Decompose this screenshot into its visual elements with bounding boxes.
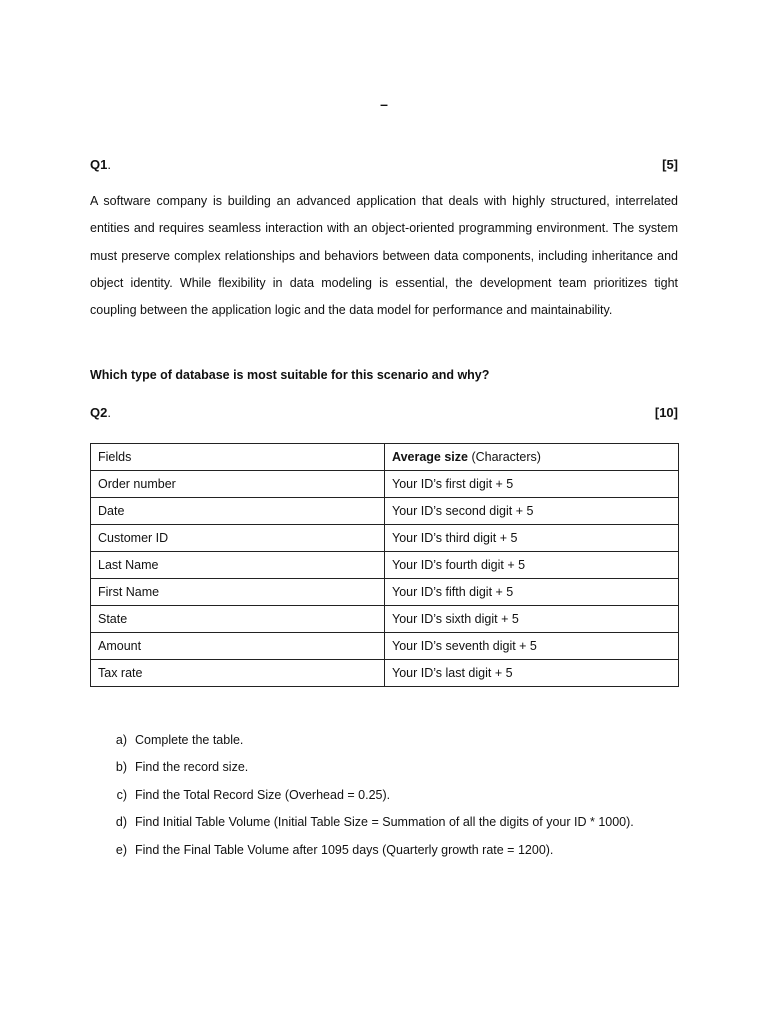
table-row xyxy=(91,525,679,552)
header-fields: Fields xyxy=(91,444,385,471)
q1-number xyxy=(90,157,111,172)
field-cell: First Name xyxy=(91,579,385,606)
table-row xyxy=(91,633,679,660)
table-row xyxy=(91,660,679,687)
q1-punct: . xyxy=(107,157,111,172)
q1-header xyxy=(90,157,678,172)
q1-paragraph: A software company is building an advanced application that deals with highly structured, interrelated entities and requires seamless interaction with an object-oriented programming environment. The system must preserve complex relationships and behaviors between data components, including inheritance and object identity. While flexibility in data modeling is essential, the development team prioritizes tight coupling between the application logic and the data model for performance and maintainability. xyxy=(90,194,678,318)
list-item-text: Find the Total Record Size (Overhead = 0.25). xyxy=(135,787,391,802)
list-item-text: Find Initial Table Volume (Initial Table Size = Summation of all the digits of your ID * 1000). xyxy=(135,815,634,830)
list-marker: e) xyxy=(115,842,127,857)
field-cell: Last Name xyxy=(91,552,385,579)
table-row xyxy=(91,471,679,498)
q1-question: Which type of database is most suitable for this scenario and why? xyxy=(90,368,490,382)
list-item xyxy=(90,838,690,865)
table-row xyxy=(91,498,679,525)
field-cell: Amount xyxy=(91,633,385,660)
list-item-text: Find the record size. xyxy=(135,760,249,775)
size-cell: Your ID’s first digit + 5 xyxy=(385,471,679,498)
list-item-text: Complete the table. xyxy=(135,733,244,747)
q2-label: Q2 xyxy=(90,405,108,420)
header-size-rest: (Characters) xyxy=(467,450,541,464)
size-cell: Your ID’s last digit + 5 xyxy=(385,660,679,687)
list-item xyxy=(90,783,690,810)
list-marker: b) xyxy=(115,760,127,775)
list-item xyxy=(90,728,690,755)
list-marker: c) xyxy=(116,787,127,802)
header-average-size xyxy=(385,444,679,471)
size-cell: Your ID’s third digit + 5 xyxy=(385,525,679,552)
list-item xyxy=(90,810,690,837)
size-cell: Your ID’s sixth digit + 5 xyxy=(385,606,679,633)
q1-marks: [5] xyxy=(662,157,678,172)
list-marker: d) xyxy=(115,815,127,830)
q2-marks: [10] xyxy=(654,405,678,420)
size-cell: Your ID’s fifth digit + 5 xyxy=(385,579,679,606)
list-item-text: Find the Final Table Volume after 1095 days (Quarterly growth rate = 1200). xyxy=(135,842,554,857)
field-cell: Customer ID xyxy=(91,525,385,552)
size-cell: Your ID’s seventh digit + 5 xyxy=(385,633,679,660)
field-cell: Date xyxy=(91,498,385,525)
top-dash: – xyxy=(380,96,388,112)
field-cell: State xyxy=(91,606,385,633)
table-row xyxy=(91,579,679,606)
fields-table xyxy=(90,443,679,687)
size-cell: Your ID’s fourth digit + 5 xyxy=(385,552,679,579)
q2-punct: . xyxy=(107,405,111,420)
field-cell: Tax rate xyxy=(91,660,385,687)
table-row xyxy=(91,606,679,633)
q2-header xyxy=(90,405,678,420)
task-list xyxy=(90,728,690,865)
list-marker: a) xyxy=(115,733,127,747)
q1-label: Q1 xyxy=(90,157,108,172)
field-cell: Order number xyxy=(91,471,385,498)
list-item xyxy=(90,755,690,782)
table-row xyxy=(91,552,679,579)
size-cell: Your ID’s second digit + 5 xyxy=(385,498,679,525)
header-size-bold: Average size xyxy=(392,450,468,464)
table-header-row xyxy=(91,444,679,471)
q2-number xyxy=(90,405,111,420)
